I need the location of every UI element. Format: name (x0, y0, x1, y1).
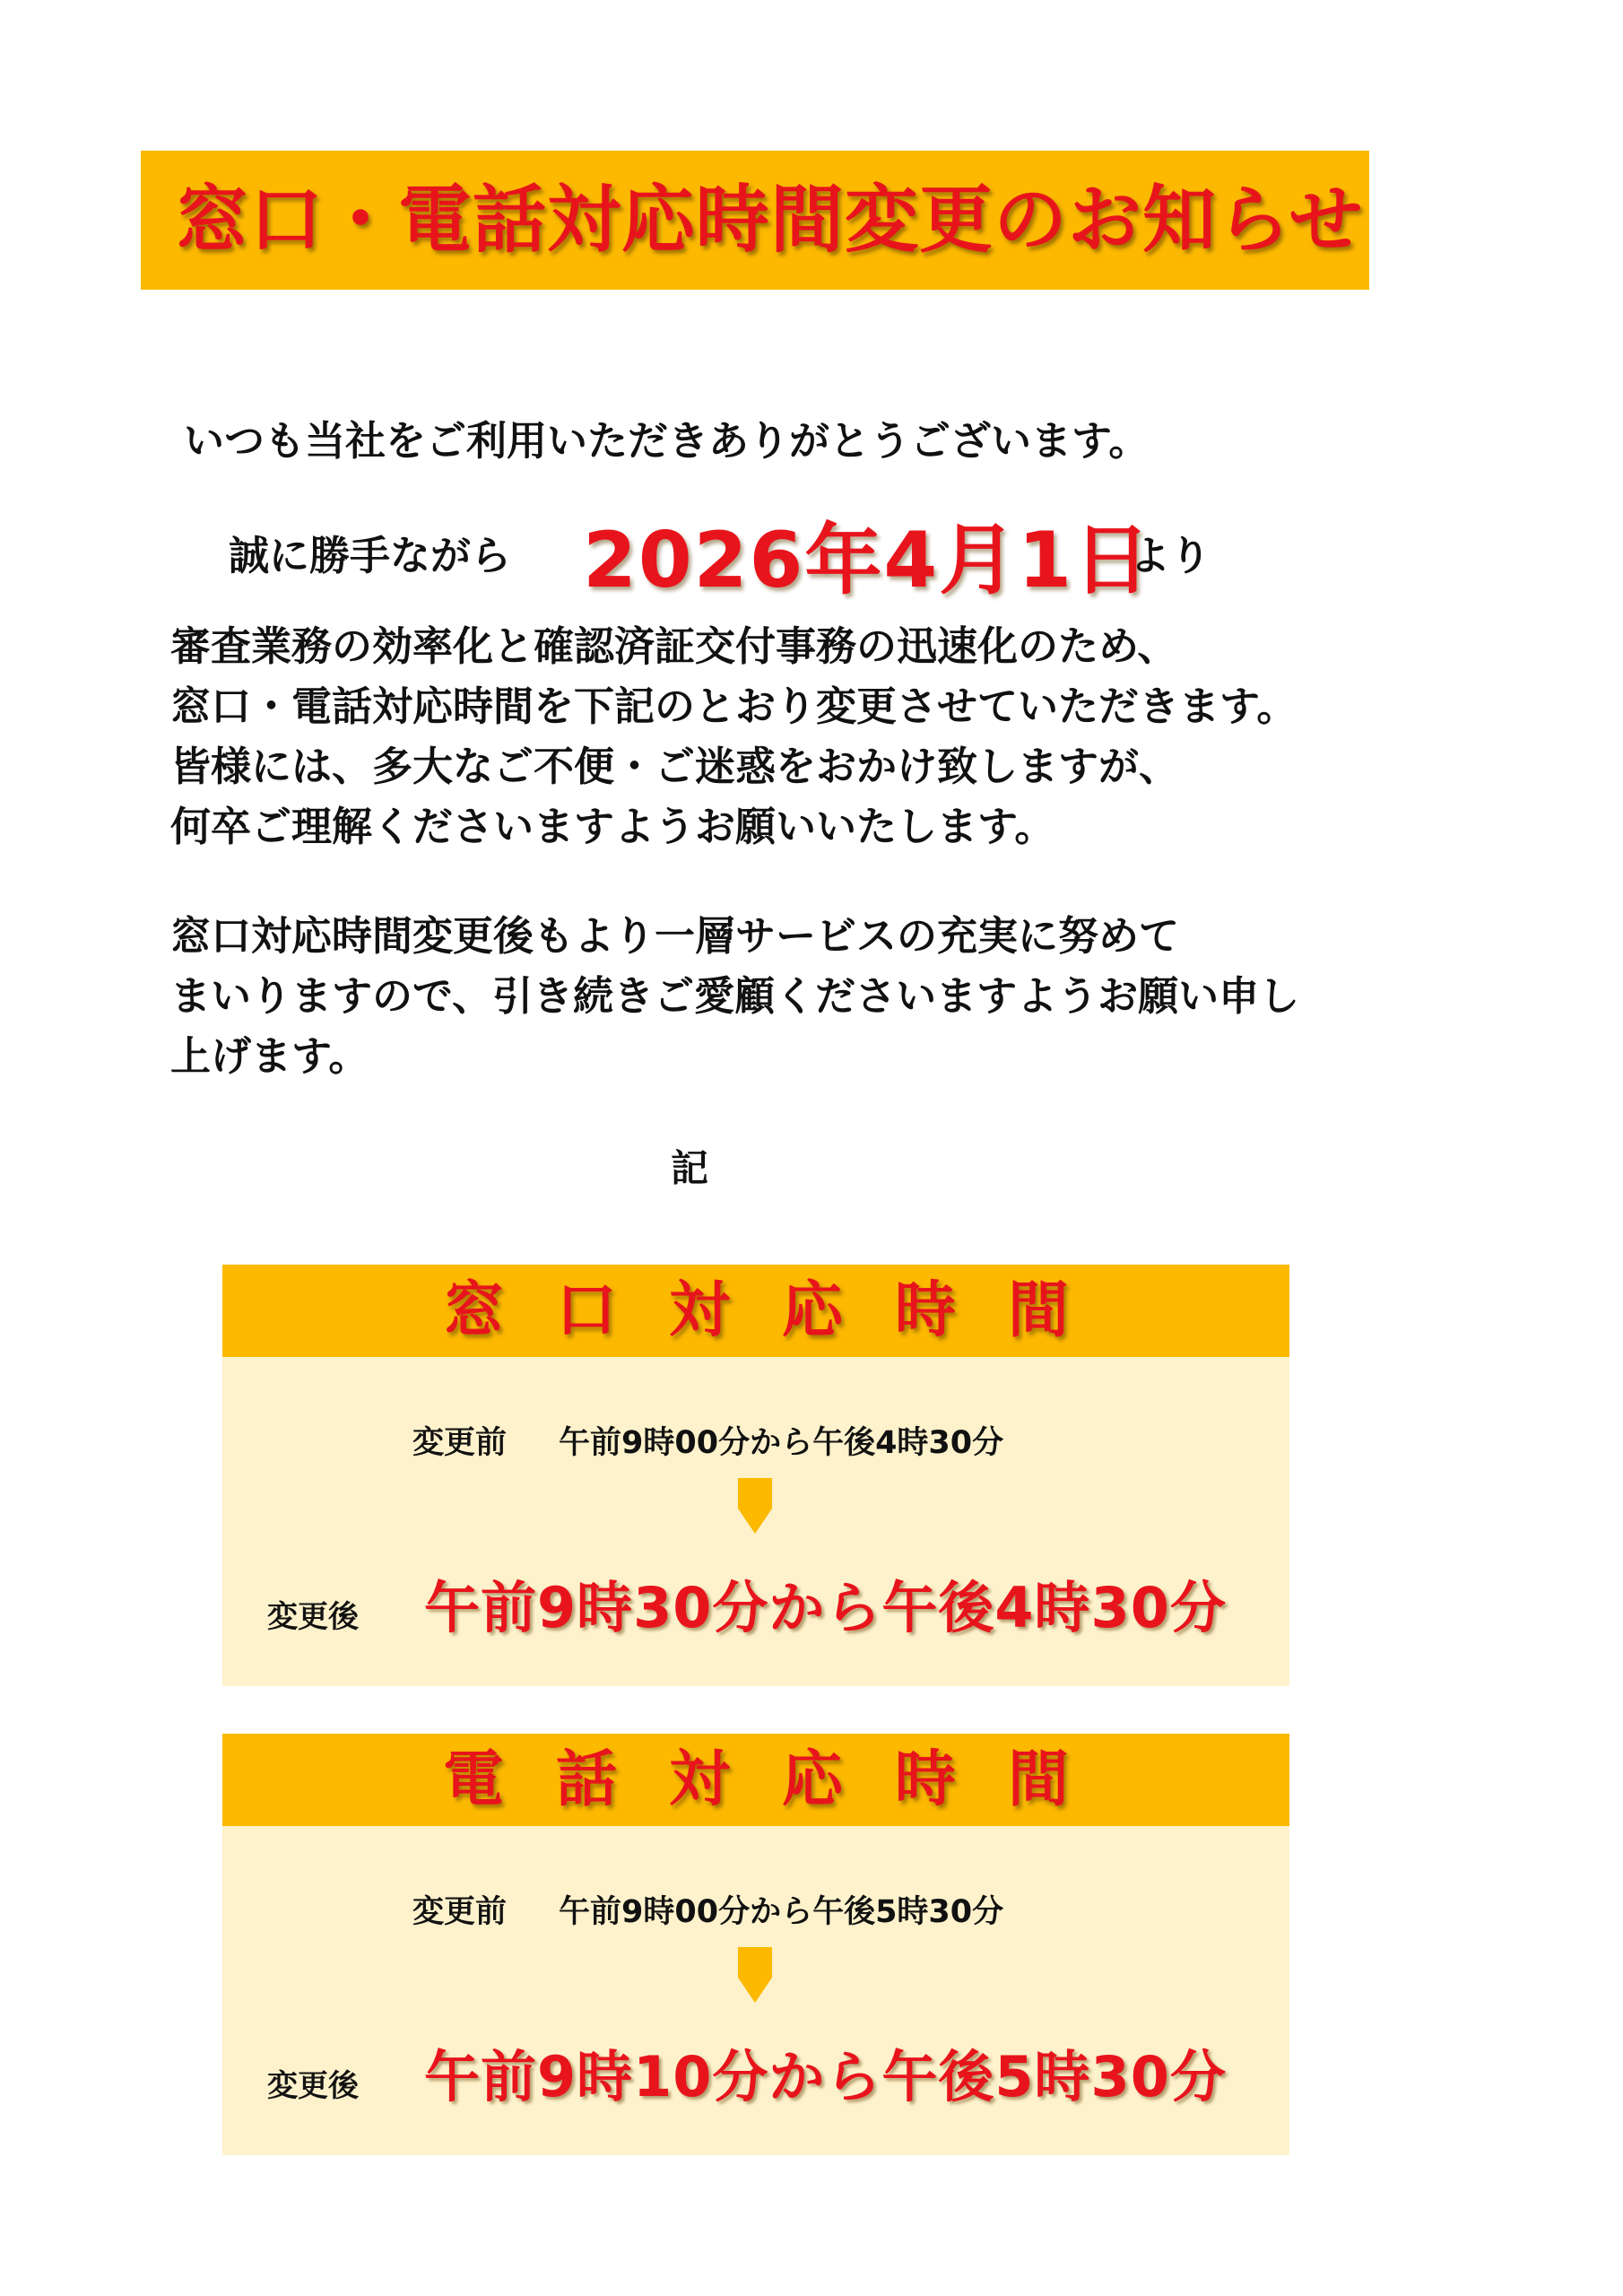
section-heading: 電話対応時間 (222, 1734, 1289, 1826)
section-heading: 窓口対応時間 (222, 1265, 1289, 1357)
before-time: 午前9時00分から午後5時30分 (559, 1894, 1004, 1930)
section-body (222, 1357, 1289, 1686)
greeting-text: いつも当社をご利用いただきありがとうございます。 (184, 417, 1150, 465)
paragraph-line: 何卒ご理解くださいますようお願いいたします。 (170, 803, 1055, 850)
arrow-down-icon (738, 1947, 772, 2003)
date-prefix: 誠に勝手ながら (229, 532, 512, 579)
section-body (222, 1826, 1289, 2155)
before-time: 午前9時00分から午後4時30分 (559, 1425, 1004, 1461)
title-banner (141, 151, 1369, 290)
notice-paragraph-1 (170, 616, 1297, 857)
date-suffix: より (1130, 532, 1211, 579)
after-time: 午前9時30分から午後4時30分 (424, 1575, 1227, 1640)
paragraph-line: 窓口・電話対応時間を下記のとおり変更させていただきます。 (170, 683, 1298, 730)
paragraph-line: 窓口対応時間変更後もより一層サービスの充実に努めて (170, 912, 1180, 960)
phone-hours-section (222, 1734, 1289, 2155)
paragraph-line: 審査業務の効率化と確認済証交付事務の迅速化のため、 (170, 622, 1178, 670)
before-change-row (412, 1887, 1003, 1932)
ki-marker: 記 (671, 1146, 709, 1190)
after-time: 午前9時10分から午後5時30分 (424, 2044, 1227, 2109)
arrow-down-icon (738, 1478, 772, 1534)
counter-hours-section (222, 1265, 1289, 1686)
paragraph-line: 上げます。 (170, 1032, 369, 1080)
before-change-row (412, 1418, 1003, 1463)
before-label: 変更前 (412, 1425, 508, 1461)
after-label: 変更後 (267, 1599, 359, 1635)
paragraph-line: 皆様には、多大なご不便・ご迷惑をおかけ致しますが、 (170, 743, 1180, 790)
before-label: 変更前 (412, 1894, 508, 1930)
after-label: 変更後 (267, 2068, 359, 2104)
page-title: 窓口・電話対応時間変更のお知らせ (175, 178, 1364, 263)
effective-date: 2026年4月1日 (583, 516, 1153, 605)
paragraph-line: まいりますので、引き続きご愛顧くださいますようお願い申し (170, 972, 1300, 1020)
notice-paragraph-2 (170, 906, 1299, 1086)
